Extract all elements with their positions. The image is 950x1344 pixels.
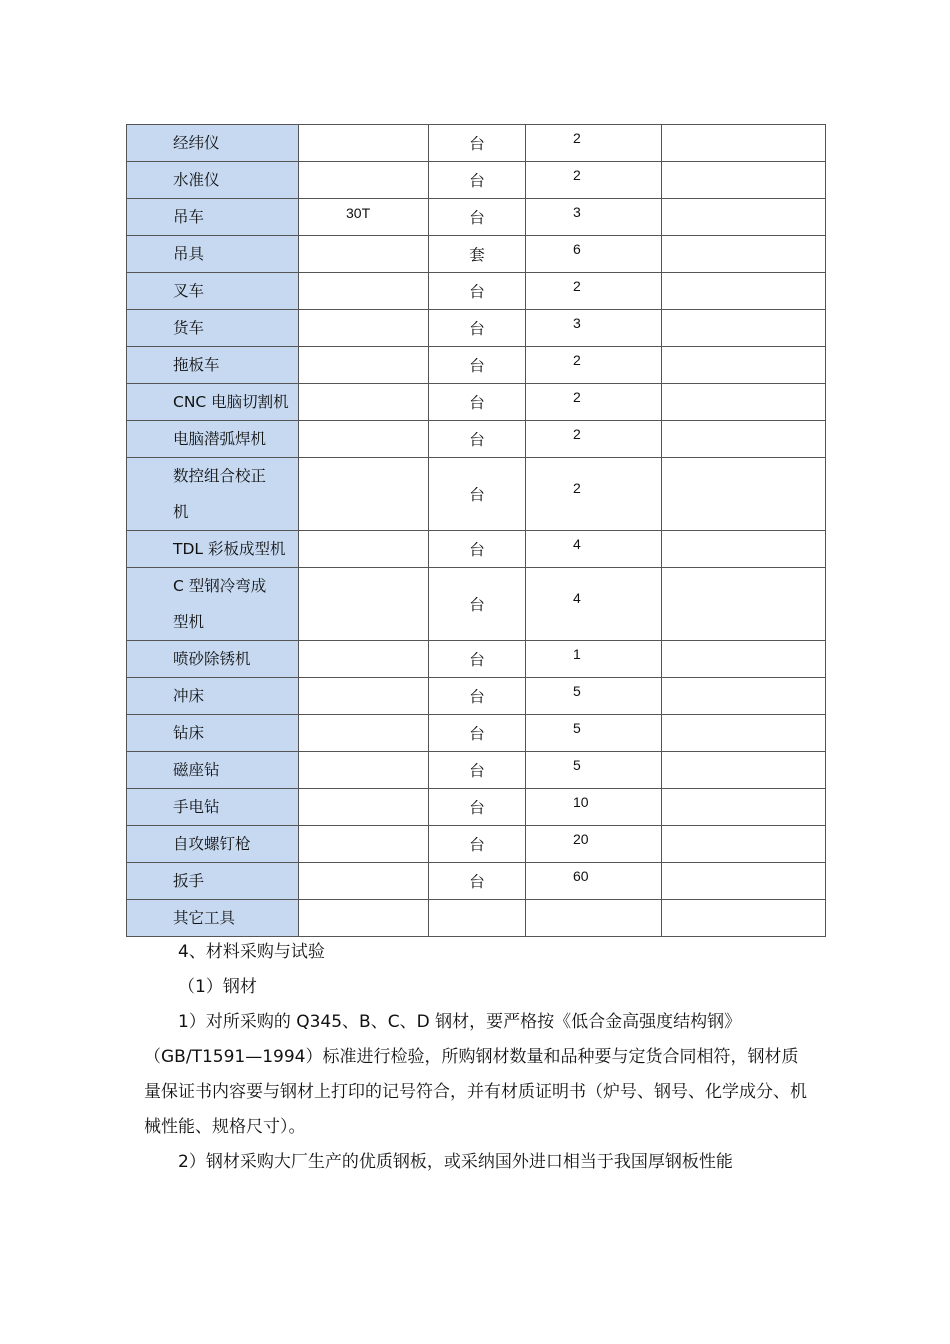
table-row — [127, 826, 826, 863]
equipment-unit: 台 — [429, 199, 526, 236]
section-heading: 4、材料采购与试验 — [178, 942, 325, 962]
equipment-name: 喷砂除锈机 — [127, 641, 299, 678]
table-row — [127, 789, 826, 826]
equipment-name: C 型钢冷弯成型机 — [127, 568, 299, 641]
table-row — [127, 199, 826, 236]
equipment-qty: 20 — [526, 826, 662, 863]
equipment-name: 手电钻 — [127, 789, 299, 826]
equipment-name: 扳手 — [127, 863, 299, 900]
equipment-qty: 4 — [526, 568, 662, 641]
paragraph: 2）钢材采购大厂生产的优质钢板，或采纳国外进口相当于我国厚钢板性能 — [178, 1152, 733, 1172]
equipment-remark — [662, 900, 826, 937]
equipment-unit: 台 — [429, 384, 526, 421]
sub-heading: （1）钢材 — [178, 977, 257, 997]
table-row — [127, 863, 826, 900]
equipment-unit: 台 — [429, 678, 526, 715]
equipment-qty — [526, 900, 662, 937]
equipment-unit: 台 — [429, 789, 526, 826]
equipment-unit: 台 — [429, 125, 526, 162]
equipment-name: 吊具 — [127, 236, 299, 273]
table-row — [127, 125, 826, 162]
equipment-name: 货车 — [127, 310, 299, 347]
equipment-qty: 6 — [526, 236, 662, 273]
equipment-spec — [299, 863, 429, 900]
equipment-remark — [662, 162, 826, 199]
equipment-spec: 30T — [299, 199, 429, 236]
equipment-remark — [662, 384, 826, 421]
equipment-remark — [662, 641, 826, 678]
equipment-name: 自攻螺钉枪 — [127, 826, 299, 863]
paragraph: 1）对所采购的 Q345、B、C、D 钢材，要严格按《低合金高强度结构钢》（GB/T1591—1994）标准进行检验，所购钢材数量和品种要与定货合同相符，钢材质量保证书内容要与钢材上打印的记号符合，并有材质证明书（炉号、钢号、化学成分、机械性能、规格尺寸）。 — [144, 1012, 807, 1137]
equipment-unit: 台 — [429, 826, 526, 863]
document-body — [144, 935, 814, 1180]
equipment-spec — [299, 236, 429, 273]
equipment-qty: 5 — [526, 678, 662, 715]
equipment-spec — [299, 162, 429, 199]
table-row — [127, 162, 826, 199]
equipment-qty: 3 — [526, 310, 662, 347]
equipment-qty: 1 — [526, 641, 662, 678]
equipment-remark — [662, 715, 826, 752]
equipment-name: 吊车 — [127, 199, 299, 236]
equipment-name: 水准仪 — [127, 162, 299, 199]
equipment-remark — [662, 310, 826, 347]
equipment-qty: 2 — [526, 347, 662, 384]
equipment-qty: 2 — [526, 273, 662, 310]
equipment-qty: 2 — [526, 384, 662, 421]
equipment-spec — [299, 678, 429, 715]
equipment-qty: 2 — [526, 421, 662, 458]
equipment-spec — [299, 347, 429, 384]
table-row — [127, 531, 826, 568]
equipment-unit: 台 — [429, 273, 526, 310]
equipment-remark — [662, 678, 826, 715]
equipment-unit: 台 — [429, 641, 526, 678]
equipment-qty: 10 — [526, 789, 662, 826]
equipment-qty: 5 — [526, 752, 662, 789]
equipment-unit: 台 — [429, 863, 526, 900]
table-row — [127, 347, 826, 384]
equipment-spec — [299, 752, 429, 789]
equipment-unit: 台 — [429, 568, 526, 641]
equipment-table-body — [127, 125, 826, 937]
equipment-qty: 4 — [526, 531, 662, 568]
equipment-name: 拖板车 — [127, 347, 299, 384]
equipment-unit: 台 — [429, 421, 526, 458]
table-row — [127, 310, 826, 347]
equipment-qty: 2 — [526, 458, 662, 531]
equipment-qty: 2 — [526, 162, 662, 199]
table-row — [127, 678, 826, 715]
equipment-spec — [299, 310, 429, 347]
table-row — [127, 900, 826, 937]
equipment-table — [126, 124, 826, 937]
equipment-spec — [299, 273, 429, 310]
equipment-spec — [299, 531, 429, 568]
equipment-unit: 台 — [429, 310, 526, 347]
equipment-spec — [299, 900, 429, 937]
equipment-unit: 台 — [429, 752, 526, 789]
equipment-unit: 台 — [429, 531, 526, 568]
table-row — [127, 384, 826, 421]
equipment-qty: 5 — [526, 715, 662, 752]
equipment-spec — [299, 715, 429, 752]
table-row — [127, 273, 826, 310]
equipment-name: CNC 电脑切割机 — [127, 384, 299, 421]
equipment-spec — [299, 125, 429, 162]
equipment-remark — [662, 236, 826, 273]
equipment-remark — [662, 273, 826, 310]
equipment-spec — [299, 641, 429, 678]
equipment-remark — [662, 568, 826, 641]
table-row — [127, 236, 826, 273]
equipment-unit: 台 — [429, 347, 526, 384]
equipment-spec — [299, 568, 429, 641]
equipment-unit: 台 — [429, 715, 526, 752]
equipment-unit: 台 — [429, 458, 526, 531]
equipment-name: 磁座钻 — [127, 752, 299, 789]
table-row — [127, 641, 826, 678]
equipment-spec — [299, 421, 429, 458]
table-row — [127, 715, 826, 752]
equipment-spec — [299, 789, 429, 826]
equipment-unit — [429, 900, 526, 937]
equipment-name: 其它工具 — [127, 900, 299, 937]
equipment-remark — [662, 421, 826, 458]
table-row — [127, 421, 826, 458]
equipment-spec — [299, 826, 429, 863]
equipment-name: 钻床 — [127, 715, 299, 752]
table-row — [127, 458, 826, 531]
equipment-name: TDL 彩板成型机 — [127, 531, 299, 568]
equipment-remark — [662, 458, 826, 531]
equipment-remark — [662, 199, 826, 236]
equipment-unit: 套 — [429, 236, 526, 273]
equipment-name: 经纬仪 — [127, 125, 299, 162]
equipment-remark — [662, 125, 826, 162]
equipment-unit: 台 — [429, 162, 526, 199]
equipment-qty: 3 — [526, 199, 662, 236]
equipment-remark — [662, 789, 826, 826]
equipment-remark — [662, 826, 826, 863]
equipment-remark — [662, 752, 826, 789]
equipment-remark — [662, 347, 826, 384]
equipment-name: 叉车 — [127, 273, 299, 310]
equipment-name: 电脑潜弧焊机 — [127, 421, 299, 458]
equipment-qty: 60 — [526, 863, 662, 900]
equipment-name: 冲床 — [127, 678, 299, 715]
equipment-remark — [662, 531, 826, 568]
equipment-name: 数控组合校正机 — [127, 458, 299, 531]
equipment-qty: 2 — [526, 125, 662, 162]
equipment-remark — [662, 863, 826, 900]
table-row — [127, 752, 826, 789]
equipment-spec — [299, 458, 429, 531]
equipment-spec — [299, 384, 429, 421]
table-row — [127, 568, 826, 641]
